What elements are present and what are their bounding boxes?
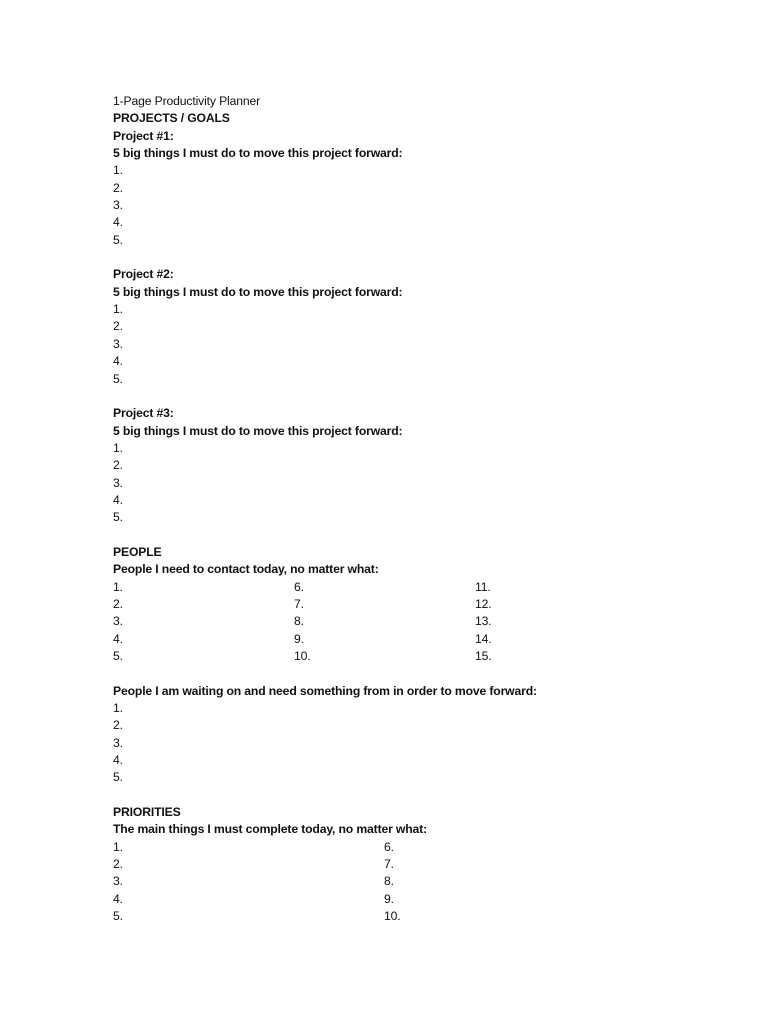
list-item: 4. bbox=[113, 354, 123, 369]
list-item: 10. bbox=[294, 649, 311, 663]
document-title: 1-Page Productivity Planner bbox=[113, 94, 261, 108]
people-contact-prompt: People I need to contact today, no matter what: bbox=[113, 562, 379, 577]
list-item: 3. bbox=[113, 874, 123, 889]
list-item: 6. bbox=[384, 839, 394, 854]
contact-column-2 bbox=[294, 579, 475, 666]
project-2-label: Project #2: bbox=[113, 267, 174, 282]
list-item: 2. bbox=[113, 718, 123, 733]
list-item: 9. bbox=[294, 631, 304, 646]
list-item: 2. bbox=[113, 857, 123, 872]
list-item: 2. bbox=[113, 319, 123, 334]
project-3-label: Project #3: bbox=[113, 406, 174, 421]
list-item: 8. bbox=[294, 614, 304, 629]
list-item: 4. bbox=[113, 631, 123, 646]
list-item: 5. bbox=[113, 770, 123, 785]
spacer bbox=[113, 249, 733, 266]
spacer bbox=[113, 787, 733, 804]
list-item: 8. bbox=[384, 874, 394, 889]
list-item: 5. bbox=[113, 232, 123, 247]
list-item: 5. bbox=[113, 510, 123, 525]
list-item: 14. bbox=[475, 631, 492, 646]
list-item: 1. bbox=[113, 302, 123, 317]
list-item: 13. bbox=[475, 614, 492, 629]
project-1-label: Project #1: bbox=[113, 128, 174, 143]
list-item: 15. bbox=[475, 649, 492, 663]
list-item: 3. bbox=[113, 198, 123, 213]
priorities-list bbox=[113, 839, 733, 926]
list-item: 3. bbox=[113, 735, 123, 750]
list-item: 10. bbox=[384, 909, 401, 924]
priorities-column-2 bbox=[384, 839, 504, 926]
list-item: 6. bbox=[294, 579, 304, 594]
section-heading-people: PEOPLE bbox=[113, 544, 162, 559]
list-item: 7. bbox=[294, 596, 304, 611]
planner-page bbox=[113, 93, 733, 926]
people-contact-list bbox=[113, 579, 733, 666]
list-item: 2. bbox=[113, 458, 123, 473]
list-item: 7. bbox=[384, 857, 394, 872]
spacer bbox=[113, 527, 733, 544]
list-item: 1. bbox=[113, 839, 123, 854]
list-item: 4. bbox=[113, 753, 123, 768]
priorities-prompt: The main things I must complete today, no matter what: bbox=[113, 822, 427, 837]
contact-column-3 bbox=[475, 579, 595, 666]
list-item: 5. bbox=[113, 371, 123, 386]
list-item: 1. bbox=[113, 163, 123, 178]
project-2-prompt: 5 big things I must do to move this project forward: bbox=[113, 284, 403, 299]
list-item: 4. bbox=[113, 215, 123, 230]
list-item: 1. bbox=[113, 579, 123, 594]
list-item: 2. bbox=[113, 596, 123, 611]
list-item: 11. bbox=[475, 579, 491, 594]
spacer bbox=[113, 665, 733, 682]
list-item: 9. bbox=[384, 891, 394, 906]
list-item: 12. bbox=[475, 596, 492, 611]
section-heading-priorities: PRIORITIES bbox=[113, 805, 181, 820]
project-1-prompt: 5 big things I must do to move this project forward: bbox=[113, 146, 403, 161]
list-item: 3. bbox=[113, 475, 123, 490]
project-3-prompt: 5 big things I must do to move this project forward: bbox=[113, 423, 403, 438]
people-waiting-prompt: People I am waiting on and need something from in order to move forward: bbox=[113, 683, 537, 698]
list-item: 1. bbox=[113, 440, 123, 455]
contact-column-1 bbox=[113, 579, 294, 666]
list-item: 3. bbox=[113, 614, 123, 629]
list-item: 1. bbox=[113, 701, 123, 716]
section-heading-projects: PROJECTS / GOALS bbox=[113, 111, 230, 126]
list-item: 4. bbox=[113, 891, 123, 906]
list-item: 4. bbox=[113, 492, 123, 507]
list-item: 2. bbox=[113, 180, 123, 195]
priorities-column-1 bbox=[113, 839, 384, 926]
list-item: 5. bbox=[113, 649, 123, 663]
spacer bbox=[113, 388, 733, 405]
list-item: 3. bbox=[113, 336, 123, 351]
list-item: 5. bbox=[113, 909, 123, 924]
